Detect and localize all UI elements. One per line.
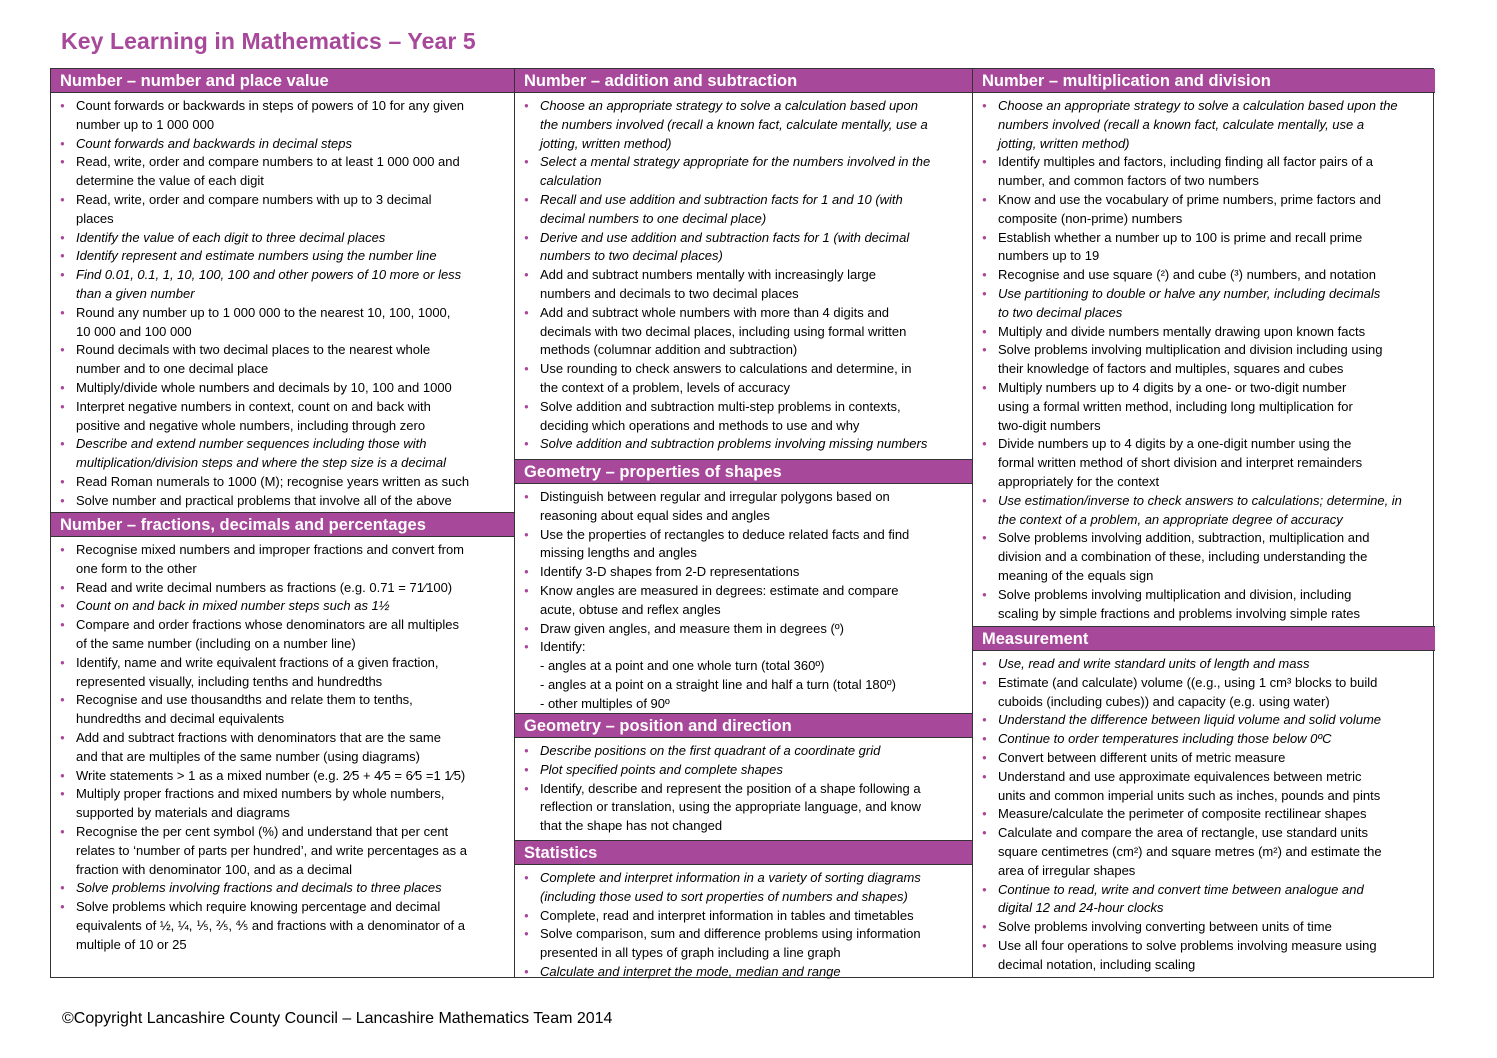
section-heading: Number – addition and subtraction xyxy=(515,69,972,93)
section-shapes xyxy=(515,459,972,714)
list-item: ● Identify 3-D shapes from 2-D representations xyxy=(522,563,964,582)
column-left xyxy=(51,69,515,977)
list-item: ● Solve number and practical problems that involve all of the above xyxy=(58,492,506,511)
item-list xyxy=(515,865,972,982)
list-item: ● Round any number up to 1 000 000 to the nearest 10, 100, 1000, 10 000 and 100 000 xyxy=(58,304,506,342)
list-item: ● Distinguish between regular and irregular polygons based on reasoning about equal sides and angles xyxy=(522,488,964,526)
list-item: ● Multiply proper fractions and mixed numbers by whole numbers, supported by materials and diagrams xyxy=(58,785,506,823)
list-item: ● Convert between different units of metric measure xyxy=(980,749,1427,768)
list-item: ● Know and use the vocabulary of prime numbers, prime factors and composite (non-prime) numbers xyxy=(980,191,1427,229)
list-item: ● Solve problems which require knowing percentage and decimal equivalents of ½, ¼, ⅕, ⅖, ⅘ and fractions with a denominator of a multiple of 10 or 25 xyxy=(58,898,506,954)
column-right xyxy=(973,69,1435,977)
list-item: ● Identify, describe and represent the position of a shape following a reflection or translation, using the appropriate language, and know that the shape has not changed xyxy=(522,780,964,836)
list-item: ● Use estimation/inverse to check answers to calculations; determine, in the context of a problem, an appropriate degree of accuracy xyxy=(980,492,1427,530)
list-item: ● Add and subtract fractions with denominators that are the same and that are multiples of the same number (using diagrams) xyxy=(58,729,506,767)
list-item: ● Recognise and use square (²) and cube (³) numbers, and notation xyxy=(980,266,1427,285)
list-item: ● Multiply/divide whole numbers and decimals by 10, 100 and 1000 xyxy=(58,379,506,398)
section-multiplication xyxy=(973,69,1435,623)
list-item: ● Interpret negative numbers in context, count on and back with positive and negative whole numbers, including through zero xyxy=(58,398,506,436)
list-item: ● Use the properties of rectangles to deduce related facts and find missing lengths and angles xyxy=(522,526,964,564)
list-item: ● Select a mental strategy appropriate for the numbers involved in the calculation xyxy=(522,153,964,191)
copyright-footer: ©Copyright Lancashire County Council – Lancashire Mathematics Team 2014 xyxy=(62,1010,613,1027)
list-item: ● Use all four operations to solve problems involving measure using decimal notation, including scaling xyxy=(980,937,1427,975)
list-item: ● Continue to read, write and convert time between analogue and digital 12 and 24-hour clocks xyxy=(980,881,1427,919)
section-heading: Geometry – position and direction xyxy=(515,714,972,738)
section-statistics xyxy=(515,840,972,982)
item-list xyxy=(51,93,514,511)
list-item: ● Complete and interpret information in a variety of sorting diagrams (including those used to sort properties of numbers and shapes) xyxy=(522,869,964,907)
list-item: ● Know angles are measured in degrees: estimate and compare acute, obtuse and reflex angles xyxy=(522,582,964,620)
list-item: ● Describe positions on the first quadrant of a coordinate grid xyxy=(522,742,964,761)
list-item: ● Estimate (and calculate) volume ((e.g., using 1 cm³ blocks to build cuboids (including cubes)) and capacity (e.g. using water) xyxy=(980,674,1427,712)
list-item: ● Plot specified points and complete shapes xyxy=(522,761,964,780)
list-item: ● Identify represent and estimate numbers using the number line xyxy=(58,247,506,266)
list-item: ● Solve problems involving converting between units of time xyxy=(980,918,1427,937)
list-item: ● Solve comparison, sum and difference problems using information presented in all types of graph including a line graph xyxy=(522,925,964,963)
item-list xyxy=(973,651,1435,975)
list-item: ● Compare and order fractions whose denominators are all multiples of the same number (including on a number line) xyxy=(58,616,506,654)
section-place-value xyxy=(51,69,514,511)
item-list xyxy=(515,738,972,836)
list-item: ● Identify the value of each digit to three decimal places xyxy=(58,229,506,248)
section-heading: Number – fractions, decimals and percentages xyxy=(51,513,514,537)
list-item: ● Read, write, order and compare numbers with up to 3 decimal places xyxy=(58,191,506,229)
section-measurement xyxy=(973,626,1435,975)
section-heading: Statistics xyxy=(515,841,972,865)
list-item: ● Use, read and write standard units of length and mass xyxy=(980,655,1427,674)
list-item: ● Continue to order temperatures including those below 0ºC xyxy=(980,730,1427,749)
list-item: ● Round decimals with two decimal places to the nearest whole number and to one decimal place xyxy=(58,341,506,379)
section-fractions xyxy=(51,512,514,955)
list-item: ● Divide numbers up to 4 digits by a one-digit number using the formal written method of short division and interpret remainders appropriately for the context xyxy=(980,435,1427,491)
curriculum-grid xyxy=(50,68,1434,978)
list-item: ● Identify multiples and factors, including finding all factor pairs of a number, and common factors of two numbers xyxy=(980,153,1427,191)
list-item: ● Solve addition and subtraction multi-step problems in contexts, deciding which operations and methods to use and why xyxy=(522,398,964,436)
list-item: ● Find 0.01, 0.1, 1, 10, 100, 100 and other powers of 10 more or less than a given number xyxy=(58,266,506,304)
list-item: ● Choose an appropriate strategy to solve a calculation based upon the numbers involved (recall a known fact, calculate mentally, use a jotting, written method) xyxy=(980,97,1427,153)
list-item: ● Multiply and divide numbers mentally drawing upon known facts xyxy=(980,323,1427,342)
list-item: ● Derive and use addition and subtraction facts for 1 (with decimal numbers to two decimal places) xyxy=(522,229,964,267)
list-item: ● Draw given angles, and measure them in degrees (º) xyxy=(522,620,964,639)
list-item: ● Recognise the per cent symbol (%) and understand that per cent relates to ‘number of parts per hundred’, and write percentages as a fraction with denominator 100, and as a decimal xyxy=(58,823,506,879)
list-item: ● Establish whether a number up to 100 is prime and recall prime numbers up to 19 xyxy=(980,229,1427,267)
item-list xyxy=(973,93,1435,623)
list-item: ● Multiply numbers up to 4 digits by a one- or two-digit number using a formal written method, including long multiplication for two-digit numbers xyxy=(980,379,1427,435)
list-item: ● Solve problems involving multiplication and division, including scaling by simple fractions and problems involving simple rates xyxy=(980,586,1427,624)
list-item: ● Add and subtract numbers mentally with increasingly large numbers and decimals to two decimal places xyxy=(522,266,964,304)
list-item: ● Write statements > 1 as a mixed number (e.g. 2⁄5 + 4⁄5 = 6⁄5 =1 1⁄5) xyxy=(58,767,506,786)
section-heading: Number – multiplication and division xyxy=(973,69,1435,93)
list-item: ● Read Roman numerals to 1000 (M); recognise years written as such xyxy=(58,473,506,492)
list-item: ● Solve problems involving addition, subtraction, multiplication and division and a combination of these, including understanding the meaning of the equals sign xyxy=(980,529,1427,585)
list-item: ● Understand the difference between liquid volume and solid volume xyxy=(980,711,1427,730)
list-item: ● Recall and use addition and subtraction facts for 1 and 10 (with decimal numbers to one decimal place) xyxy=(522,191,964,229)
section-addition xyxy=(515,69,972,454)
list-item: ● Read, write, order and compare numbers to at least 1 000 000 and determine the value of each digit xyxy=(58,153,506,191)
list-item: ● Recognise mixed numbers and improper fractions and convert from one form to the other xyxy=(58,541,506,579)
list-item: ● Use partitioning to double or halve any number, including decimals to two decimal places xyxy=(980,285,1427,323)
page-title: Key Learning in Mathematics – Year 5 xyxy=(61,28,476,54)
list-item: ● Solve addition and subtraction problems involving missing numbers xyxy=(522,435,964,454)
list-item: ● Solve problems involving multiplication and division including using their knowledge of factors and multiples, squares and cubes xyxy=(980,341,1427,379)
list-item: ● Complete, read and interpret information in tables and timetables xyxy=(522,907,964,926)
list-item: ● Count forwards or backwards in steps of powers of 10 for any given number up to 1 000 000 xyxy=(58,97,506,135)
section-heading: Number – number and place value xyxy=(51,69,514,93)
list-item: ● Recognise and use thousandths and relate them to tenths, hundredths and decimal equivalents xyxy=(58,691,506,729)
item-list xyxy=(51,537,514,955)
list-item: ● Understand and use approximate equivalences between metric units and common imperial units such as inches, pounds and pints xyxy=(980,768,1427,806)
list-item: ● Choose an appropriate strategy to solve a calculation based upon the numbers involved (recall a known fact, calculate mentally, use a jotting, written method) xyxy=(522,97,964,153)
list-item: ● Describe and extend number sequences including those with multiplication/division steps and where the step size is a decimal xyxy=(58,435,506,473)
list-item: ● Add and subtract whole numbers with more than 4 digits and decimals with two decimal places, including using formal written methods (columnar addition and subtraction) xyxy=(522,304,964,360)
list-item: ● Measure/calculate the perimeter of composite rectilinear shapes xyxy=(980,805,1427,824)
section-heading: Geometry – properties of shapes xyxy=(515,460,972,484)
list-item: ● Calculate and interpret the mode, median and range xyxy=(522,963,964,982)
section-position xyxy=(515,713,972,836)
list-item: ● Solve problems involving fractions and decimals to three places xyxy=(58,879,506,898)
column-middle xyxy=(515,69,973,977)
list-item: ● Use rounding to check answers to calculations and determine, in the context of a problem, levels of accuracy xyxy=(522,360,964,398)
section-heading: Measurement xyxy=(973,627,1435,651)
list-item: ● Count forwards and backwards in decimal steps xyxy=(58,135,506,154)
list-item: ● Calculate and compare the area of rectangle, use standard units square centimetres (cm²) and square metres (m²) and estimate the area of irregular shapes xyxy=(980,824,1427,880)
list-item: ● Read and write decimal numbers as fractions (e.g. 0.71 = 71⁄100) xyxy=(58,579,506,598)
list-item: ● Count on and back in mixed number steps such as 1½ xyxy=(58,597,506,616)
list-item: ● Identify, name and write equivalent fractions of a given fraction, represented visually, including tenths and hundredths xyxy=(58,654,506,692)
list-item: ● Identify: - angles at a point and one whole turn (total 360º) - angles at a point on a straight line and half a turn (total 180º) - other multiples of 90º xyxy=(522,638,964,713)
item-list xyxy=(515,484,972,714)
item-list xyxy=(515,93,972,454)
